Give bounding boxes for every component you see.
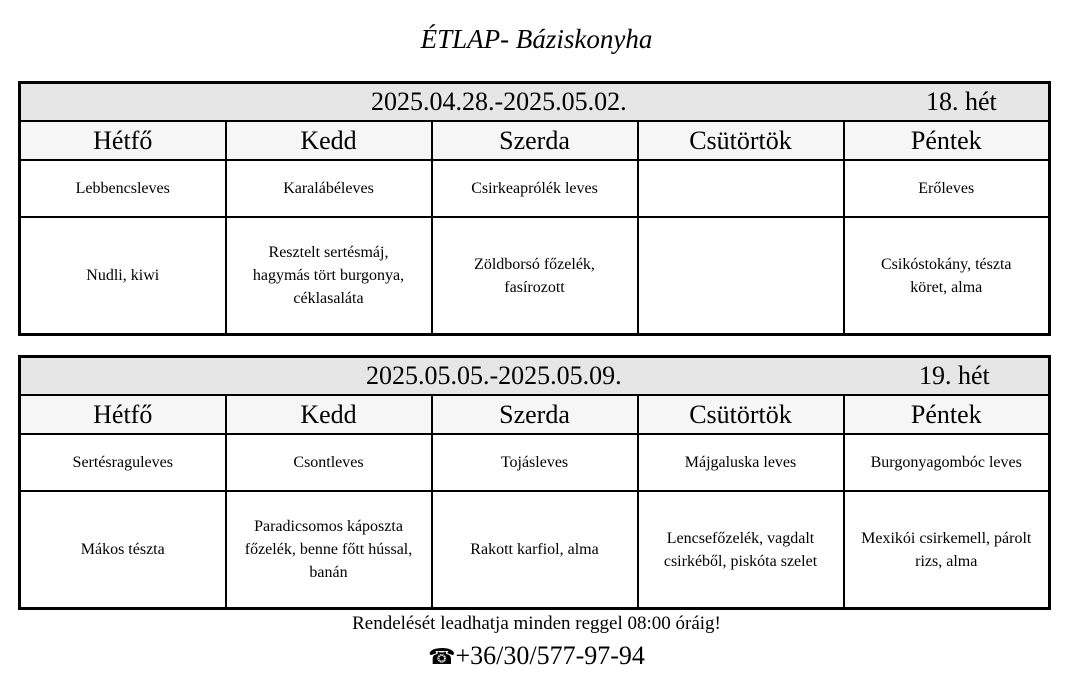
day-header-thursday: Csütörtök bbox=[638, 395, 844, 434]
day-header-tuesday: Kedd bbox=[226, 121, 432, 160]
main-friday: Mexikói csirkemell, párolt rizs, alma bbox=[844, 491, 1050, 609]
week-period-row bbox=[20, 83, 1050, 122]
soup-thursday bbox=[638, 160, 844, 217]
day-header-wednesday: Szerda bbox=[432, 395, 638, 434]
week-date-range: 2025.04.28.-2025.05.02. bbox=[371, 87, 627, 116]
main-tuesday: Resztelt sertésmáj, hagymás tört burgonya, céklasaláta bbox=[226, 217, 432, 335]
main-course-row bbox=[20, 491, 1050, 609]
day-header-monday: Hétfő bbox=[20, 121, 226, 160]
main-wednesday: Zöldborsó főzelék, fasírozott bbox=[432, 217, 638, 335]
day-header-thursday: Csütörtök bbox=[638, 121, 844, 160]
soup-row bbox=[20, 434, 1050, 491]
main-monday: Mákos tészta bbox=[20, 491, 226, 609]
day-header-row bbox=[20, 121, 1050, 160]
soup-tuesday: Karalábéleves bbox=[226, 160, 432, 217]
soup-friday: Erőleves bbox=[844, 160, 1050, 217]
week-table-18 bbox=[18, 81, 1051, 336]
order-deadline-note: Rendelését leadhatja minden reggel 08:00 óráig! bbox=[352, 613, 721, 634]
main-monday: Nudli, kiwi bbox=[20, 217, 226, 335]
soup-tuesday: Csontleves bbox=[226, 434, 432, 491]
soup-wednesday: Tojásleves bbox=[432, 434, 638, 491]
telephone-icon: ☎ bbox=[428, 645, 456, 670]
week-period-cell bbox=[20, 83, 1050, 122]
main-course-row bbox=[20, 217, 1050, 335]
soup-monday: Sertésraguleves bbox=[20, 434, 226, 491]
phone-number: +36/30/577-97-94 bbox=[455, 641, 645, 670]
week-date-range: 2025.05.05.-2025.05.09. bbox=[366, 361, 622, 390]
day-header-friday: Péntek bbox=[844, 395, 1050, 434]
menu-title: ÉTLAP- Báziskonyha bbox=[420, 24, 653, 54]
soup-friday: Burgonyagombóc leves bbox=[844, 434, 1050, 491]
soup-wednesday: Csirkeaprólék leves bbox=[432, 160, 638, 217]
soup-monday: Lebbencsleves bbox=[20, 160, 226, 217]
phone-number-line bbox=[0, 641, 1073, 671]
week-period-cell bbox=[20, 357, 1050, 396]
day-header-tuesday: Kedd bbox=[226, 395, 432, 434]
week-period-row bbox=[20, 357, 1050, 396]
main-friday: Csikóstokány, tészta köret, alma bbox=[844, 217, 1050, 335]
week-table-19 bbox=[18, 355, 1051, 610]
day-header-wednesday: Szerda bbox=[432, 121, 638, 160]
soup-thursday: Májgaluska leves bbox=[638, 434, 844, 491]
main-thursday: Lencsefőzelék, vagdalt csirkéből, piskóta szelet bbox=[638, 491, 844, 609]
main-tuesday: Paradicsomos káposzta főzelék, benne főtt hússal, banán bbox=[226, 491, 432, 609]
main-thursday bbox=[638, 217, 844, 335]
day-header-row bbox=[20, 395, 1050, 434]
main-wednesday: Rakott karfiol, alma bbox=[432, 491, 638, 609]
day-header-monday: Hétfő bbox=[20, 395, 226, 434]
week-number: 19. hét bbox=[919, 361, 990, 390]
day-header-friday: Péntek bbox=[844, 121, 1050, 160]
soup-row bbox=[20, 160, 1050, 217]
week-number: 18. hét bbox=[926, 87, 997, 116]
